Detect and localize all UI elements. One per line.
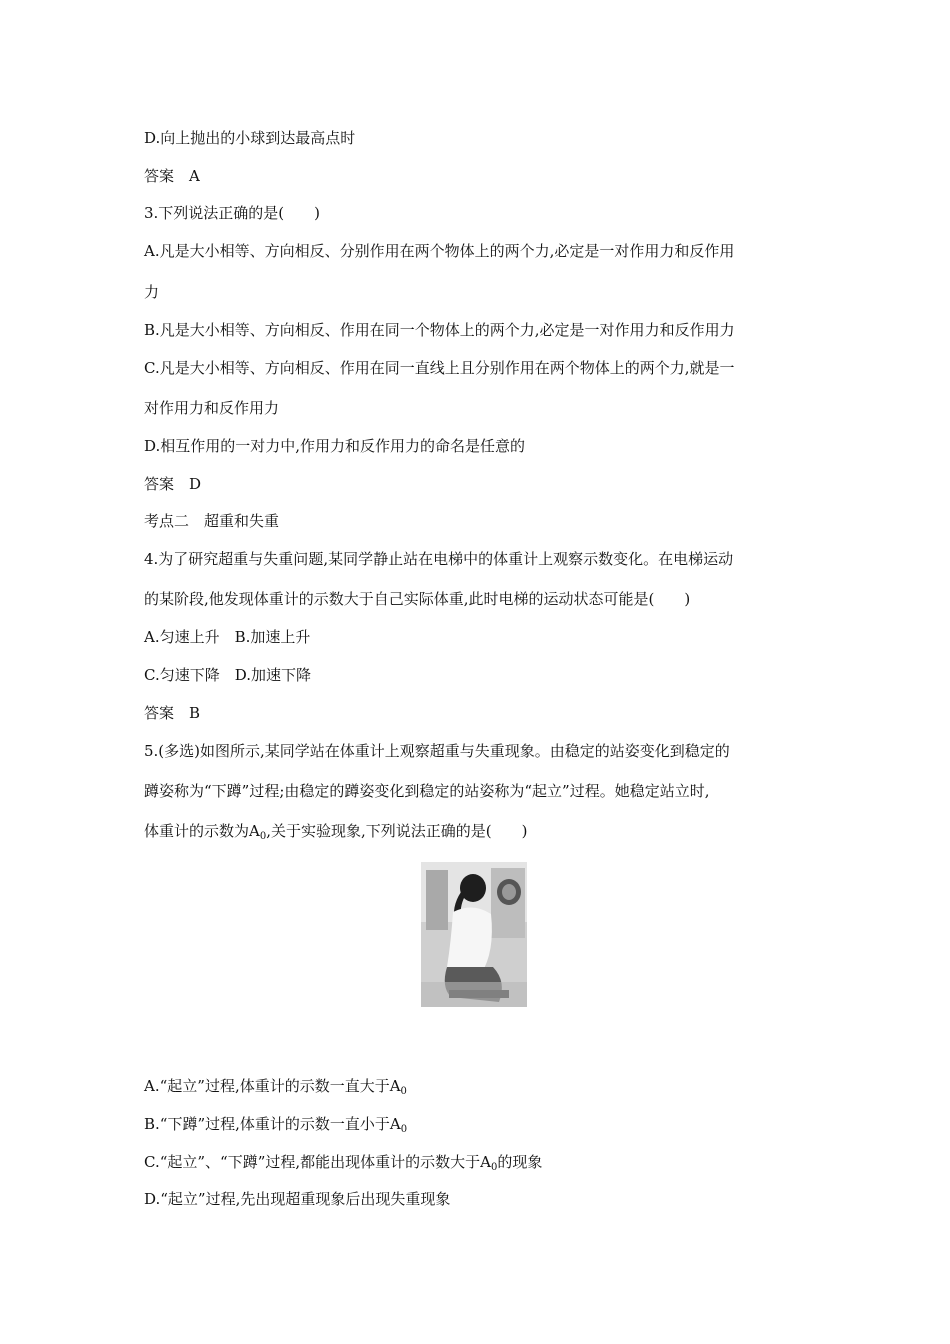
question-5-line2: 蹲姿称为“下蹲”过程;由稳定的蹲姿变化到稳定的站姿称为“起立”过程。她稳定站立时, (144, 782, 710, 800)
photo-girl-squatting-on-scale (421, 862, 527, 1007)
section-heading-2: 考点二 超重和失重 (144, 512, 280, 530)
question-4-line2: 的某阶段,他发现体重计的示数大于自己实际体重,此时电梯的运动状态可能是( ) (144, 590, 691, 608)
subscript-zero: 0 (400, 1124, 408, 1135)
q5-option-c (144, 1152, 542, 1178)
subscript-zero: 0 (400, 1086, 407, 1097)
q5-option-c-text-a: C.“起立”、“下蹲”过程,都能出现体重计的示数大于A (144, 1153, 491, 1171)
answer-q2: 答案 A (144, 167, 200, 185)
answer-q4: 答案 B (144, 704, 201, 722)
question-5-line3 (144, 821, 527, 847)
q5-option-a (144, 1076, 407, 1102)
question-3: 3.下列说法正确的是( ) (144, 204, 321, 222)
line-q2-option-d: D.向上抛出的小球到达最高点时 (144, 129, 356, 147)
q3-option-d: D.相互作用的一对力中,作用力和反作用力的命名是任意的 (144, 437, 526, 455)
question-4-line1: 4.为了研究超重与失重问题,某同学静止站在电梯中的体重计上观察示数变化。在电梯运动 (144, 550, 734, 568)
q5-option-a-text: A.“起立”过程,体重计的示数一直大于A (144, 1077, 401, 1095)
q3-option-a-line1: A.凡是大小相等、方向相反、分别作用在两个物体上的两个力,必定是一对作用力和反作用 (144, 242, 735, 260)
q5-option-b-text: B.“下蹲”过程,体重计的示数一直小于A (144, 1115, 401, 1133)
q5-option-c-text-b: 的现象 (497, 1153, 543, 1171)
q3-option-b: B.凡是大小相等、方向相反、作用在同一个物体上的两个力,必定是一对作用力和反作用力 (144, 321, 735, 339)
q5-line3-text-b: ,关于实验现象,下列说法正确的是( ) (266, 822, 528, 840)
q5-line3-text-a: 体重计的示数为A (144, 822, 260, 840)
q5-option-d: D.“起立”过程,先出现超重现象后出现失重现象 (144, 1190, 451, 1208)
subscript-zero: 0 (259, 831, 267, 842)
question-5-line1: 5.(多选)如图所示,某同学站在体重计上观察超重与失重现象。由稳定的站姿变化到稳定的 (144, 742, 730, 760)
q4-options-ab: A.匀速上升 B.加速上升 (144, 628, 311, 646)
q5-option-b (144, 1114, 407, 1140)
subscript-zero: 0 (491, 1162, 498, 1173)
q3-option-a-line2: 力 (144, 283, 160, 301)
q4-options-cd: C.匀速下降 D.加速下降 (144, 666, 311, 684)
q3-option-c-line1: C.凡是大小相等、方向相反、作用在同一直线上且分别作用在两个物体上的两个力,就是一 (144, 359, 735, 377)
photo-illustration (421, 862, 527, 1007)
q3-option-c-line2: 对作用力和反作用力 (144, 399, 280, 417)
answer-q3: 答案 D (144, 475, 202, 493)
